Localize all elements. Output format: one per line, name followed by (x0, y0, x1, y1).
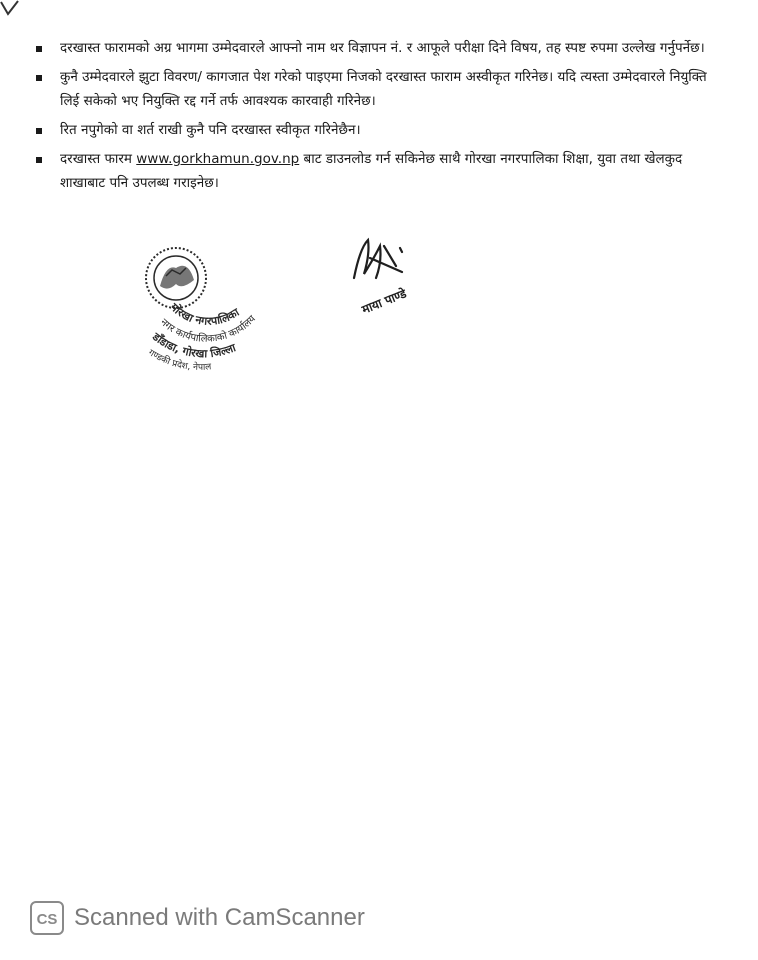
scanned-with-text: Scanned with CamScanner (74, 904, 365, 931)
seal-line-2: नगर कार्यपालिकाको कार्यालय (157, 313, 259, 345)
seal-line-4: गण्डकी प्रदेश, नेपाल (146, 348, 212, 373)
bullet-text: कुनै उम्मेदवारले झुटा विवरण/ कागजात पेश गरेको पाइएमा निजको दरखास्त फाराम अस्वीकृत गरिनेछ। यदि त्यस्ता उम्मेदवारले नियुक्ति लिई सकेको भए नियुक्ति रद्द गर्ने तर्फ आवश्यक कारवाही गरिनेछ। (60, 69, 707, 109)
bullet-text-before: दरखास्त फारम (60, 151, 137, 167)
seal-line-3: डाँडाडा, गोरखा जिल्ला (150, 330, 238, 361)
list-item (30, 65, 710, 113)
svg-text:गोरखा नगरपालिका (167, 299, 242, 328)
bullet-square-icon (36, 128, 42, 134)
website-link[interactable]: www.gorkhamun.gov.np (136, 151, 300, 167)
bullet-text: रित नपुगेको वा शर्त राखी कुनै पनि दरखास्त स्वीकृत गरिनेछैन। (60, 122, 361, 138)
requirements-list (30, 36, 710, 200)
scanner-watermark (30, 898, 365, 938)
bullet-square-icon (36, 75, 42, 81)
official-seal-stamp (140, 238, 300, 398)
signature-name: माया पाण्डे (359, 286, 409, 317)
bullet-square-icon (36, 46, 42, 52)
list-item (30, 36, 710, 60)
camscanner-logo-icon (30, 901, 64, 935)
bullet-text: दरखास्त फारामको अग्र भागमा उम्मेदवारले आफ्नो नाम थर विज्ञापन नं. र आफूले परीक्षा दिने विषय, तह स्पष्ट रुपमा उल्लेख गर्नुपर्नेछ। (60, 40, 705, 56)
list-item (30, 118, 710, 142)
camscanner-logo-text: CS (36, 911, 58, 928)
bullet-square-icon (36, 157, 42, 163)
seal-line-1: गोरखा नगरपालिका (167, 300, 242, 328)
handwritten-signature (340, 218, 450, 328)
corner-tick-mark (0, 0, 24, 20)
list-item (30, 147, 710, 195)
bullet-text-after: बाट डाउनलोड गर्न सकिनेछ साथै गोरखा नगरपालिका शिक्षा, युवा तथा खेलकुद शाखाबाट पनि उपलब्ध गराइनेछ। (60, 151, 683, 191)
